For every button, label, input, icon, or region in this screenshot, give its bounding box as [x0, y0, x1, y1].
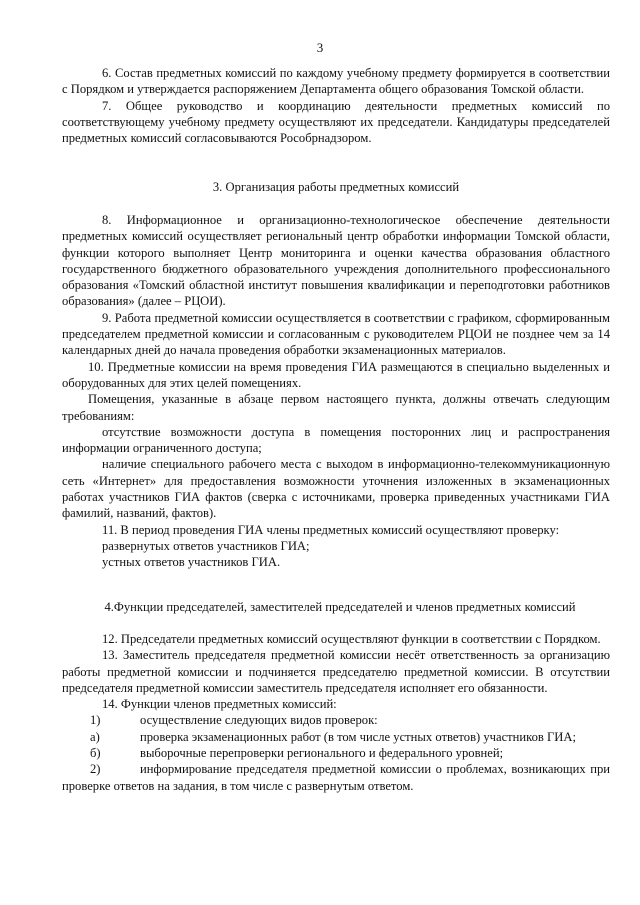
paragraph-14: 14. Функции членов предметных комиссий:: [102, 697, 337, 712]
item-text: выборочные перепроверки регионального и федерального уровней;: [140, 746, 504, 761]
function-item: [62, 729, 610, 745]
item-text: проверка экзаменационных работ (в том числе устных ответов) участников ГИА;: [140, 729, 576, 744]
function-item: [62, 761, 610, 794]
paragraph-10-requirements: Помещения, указанные в абзаце первом настоящего пункта, должны отвечать следующим требованиям:: [62, 392, 610, 423]
section3-heading: 3. Организация работы предметных комиссий: [212, 180, 460, 194]
item-number: б): [90, 746, 101, 761]
section4-heading-block: [70, 599, 610, 615]
item-text: осуществление следующих видов проверок:: [140, 713, 378, 728]
section4-body: [62, 631, 610, 794]
paragraph-6: 6. Состав предметных комиссий по каждому учебному предмету формируется в соответствии с Порядком и утверждается распоряжением Департамента общего образования Томской области.: [62, 66, 610, 97]
paragraph-11: 11. В период проведения ГИА члены предметных комиссий осуществляют проверку:: [102, 522, 560, 537]
paragraph-7: 7. Общее руководство и координацию деятельности предметных комиссий по соответствующему учебному предмету осуществляют их председатели. Кандидатуры председателей предметных комиссий согласовываются Рособрнадзором.: [62, 98, 610, 146]
paragraph-10: 10. Предметные комиссии на время проведения ГИА размещаются в специально выделенных и оборудованных для этих целей помещениях.: [62, 359, 610, 390]
paragraph-13: 13. Заместитель председателя предметной комиссии несёт ответственность за организацию работы предметной комиссии и подчиняется председателю предметной комиссии. В отсутствии председателя предметной комиссии заместитель председателя исполняет его обязанности.: [62, 648, 610, 695]
check-item-1: развернутых ответов участников ГИА;: [102, 538, 310, 553]
page-number: 3: [316, 40, 324, 55]
item-number: а): [90, 729, 100, 744]
section3-body: [62, 212, 610, 571]
item-number: 2): [90, 762, 101, 777]
item-text: информирование председателя предметной комиссии о проблемах, возникающих при проверке ответов на задания, в том числе с развернутым ответом.: [62, 762, 610, 793]
requirement-2: наличие специального рабочего места с выходом в информационно-телекоммуникационную сеть «Интернет» для предоставления возможности уточнения изложенных в экзаменационных работах участников ГИА фактов (сверка с источниками, проверка приведенных участниками ГИА фамилий, названий, фактов).: [62, 457, 610, 521]
paragraph-9: 9. Работа предметной комиссии осуществляется в соответствии с графиком, сформированным председателем предметной комиссии и согласованным с руководителем РЦОИ не позднее чем за 14 календарных дней до начала проведения обработки экзаменационных материалов.: [62, 310, 610, 358]
paragraph-12: 12. Председатели предметных комиссий осуществляют функции в соответствии с Порядком.: [102, 632, 601, 646]
paragraph-8: 8. Информационное и организационно-технологическое обеспечение деятельности предметных комиссий осуществляет региональный центр обработки информации Томской области, функции которого выполняет Центр мониторинга и оценки качества образования областного государственного бюджетного образовательного учреждения дополнительного профессионального образования «Томский областной институт повышения квалификации и переподготовки работников образования» (далее – РЦОИ).: [62, 213, 610, 309]
section4-heading: 4.Функции председателей, заместителей председателей и членов предметных комиссий: [104, 600, 576, 614]
function-item: [62, 745, 610, 761]
function-item: [62, 712, 610, 728]
requirement-1: отсутствие возможности доступа в помещения посторонних лиц и распространения информации ограниченного доступа;: [62, 424, 610, 456]
check-item-2: устных ответов участников ГИА.: [102, 555, 281, 570]
section2-continuation: [62, 65, 610, 146]
section3-heading-block: [62, 179, 610, 195]
item-number: 1): [90, 713, 101, 728]
